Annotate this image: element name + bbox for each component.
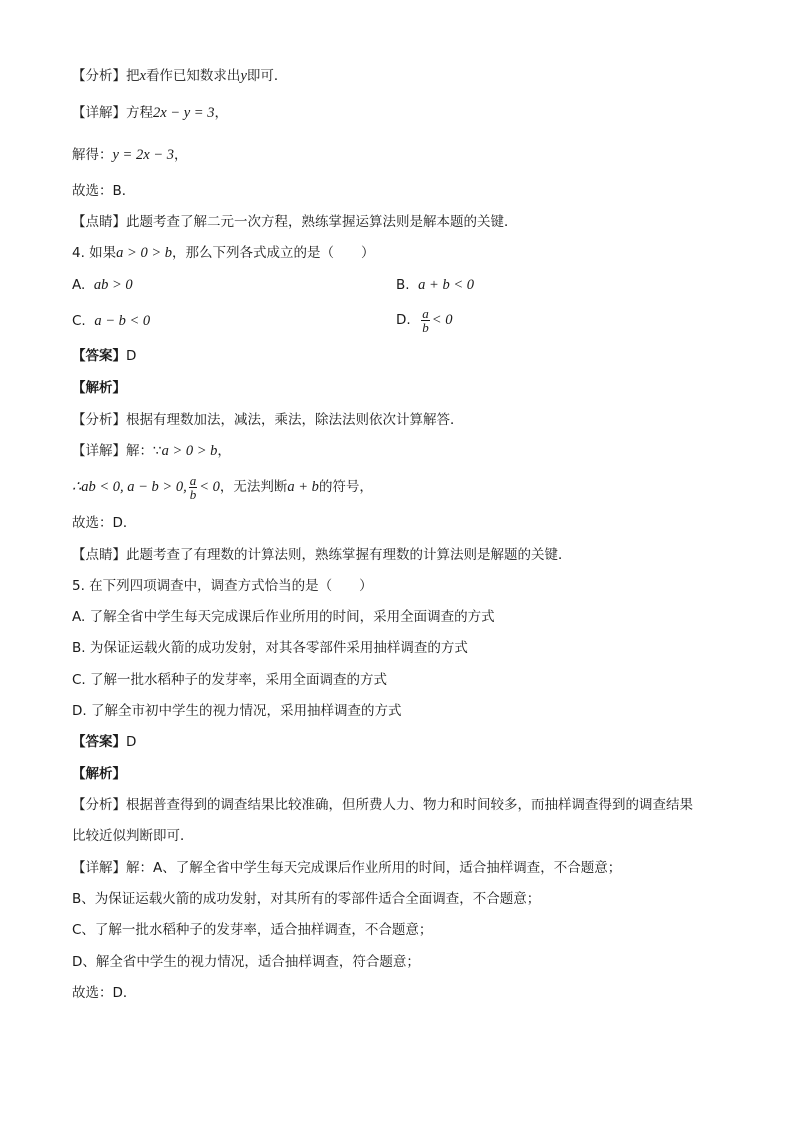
therefore-expression: ∴ab < 0, a − b > 0,	[72, 479, 187, 495]
q4-option-d	[396, 300, 452, 340]
comment-text: 此题考查了解二元一次方程，熟练掌握运算法则是解本题的关键．	[126, 214, 518, 230]
sum-expression: a + b	[287, 479, 319, 495]
condition: a > 0 > b	[161, 443, 218, 459]
numerator: a	[189, 472, 197, 488]
equation: 2x − y = 3	[153, 105, 215, 121]
therefore-expression: < 0	[199, 479, 220, 495]
q3-choose-line: 故选：B．	[72, 183, 136, 199]
q4-option-a	[72, 275, 133, 295]
option-label: B.	[396, 277, 410, 293]
q3-comment-line	[72, 212, 518, 232]
q5-analysis-line-1	[72, 795, 693, 815]
option-label: D.	[396, 312, 411, 328]
detail-tag: 【详解】	[72, 443, 126, 459]
q3-detail-line	[72, 103, 228, 123]
analysis-tag: 【分析】	[72, 68, 126, 84]
q4-option-c	[72, 311, 150, 331]
answer-tag: 【答案】	[72, 348, 126, 364]
answer-value: D	[126, 348, 137, 364]
option-label: A.	[72, 277, 86, 293]
solve-text: 解得：	[72, 147, 113, 163]
q5-detail-a	[72, 858, 621, 878]
analysis-tag: 【分析】	[72, 797, 126, 813]
punctuation: ，	[173, 147, 188, 163]
denominator: b	[422, 319, 429, 335]
stem-text: 4. 如果	[72, 245, 117, 261]
q5-detail-d: D、解全省中学生的视力情况，适合抽样调查，符合题意；	[72, 954, 420, 970]
comment-text: 此题考查了有理数的计算法则，熟练掌握有理数的计算法则是解题的关键．	[126, 547, 572, 563]
q5-answer-line	[72, 732, 136, 752]
comment-tag: 【点睛】	[72, 547, 126, 563]
stem-text: ，那么下列各式成立的是（ ）	[172, 245, 375, 261]
q5-choose-line: 故选：D．	[72, 985, 137, 1001]
q5-option-c: C. 了解一批水稻种子的发芽率，采用全面调查的方式	[72, 672, 388, 688]
q5-detail-c: C、了解一批水稻种子的发芽率，适合抽样调查，不合题意；	[72, 922, 433, 938]
option-expression: ab > 0	[93, 277, 133, 293]
q5-option-d: D. 了解全市初中学生的视力情况，采用抽样调查的方式	[72, 703, 402, 719]
equation: y = 2x − 3	[112, 147, 174, 163]
math-var-y: y	[240, 68, 247, 84]
condition: a > 0 > b	[116, 245, 172, 261]
q4-answer-line	[72, 346, 136, 366]
option-label: C.	[72, 313, 86, 329]
detail-text: 解：∵	[126, 443, 162, 459]
q4-detail-line	[72, 441, 231, 461]
analysis-text: 即可．	[246, 68, 288, 84]
q4-stem	[72, 243, 375, 263]
q5-option-a: A. 了解全省中学生每天完成课后作业所用的时间，采用全面调查的方式	[72, 609, 495, 625]
q5-analysis-line-2: 比较近似判断即可．	[72, 828, 194, 844]
denominator: b	[189, 486, 197, 502]
answer-tag: 【答案】	[72, 734, 126, 750]
q5-detail-b: B、为保证运载火箭的成功发射，对其所有的零部件适合全面调查，不合题意；	[72, 891, 541, 907]
q5-explain-tag: 【解析】	[72, 766, 126, 782]
q4-choose-line: 故选：D．	[72, 515, 137, 531]
therefore-text: 的符号，	[318, 479, 373, 495]
q5-option-b: B. 为保证运载火箭的成功发射，对其各零部件采用抽样调查的方式	[72, 640, 468, 656]
math-var-x: x	[139, 68, 146, 84]
detail-text: 方程	[126, 105, 153, 121]
analysis-text: 根据有理数加法，减法，乘法，除法法则依次计算解答．	[126, 412, 464, 428]
analysis-text: 根据普查得到的调查结果比较准确，但所费人力、物力和时间较多，而抽样调查得到的调查结果	[126, 797, 693, 813]
option-expression: a + b < 0	[418, 277, 474, 293]
q4-explain-tag: 【解析】	[72, 380, 126, 396]
option-expression: a − b < 0	[94, 313, 151, 329]
analysis-tag: 【分析】	[72, 412, 126, 428]
answer-value: D	[126, 734, 137, 750]
punctuation: ，	[214, 105, 228, 121]
fraction	[189, 474, 198, 501]
therefore-text: ，无法判断	[219, 479, 288, 495]
q4-analysis-line	[72, 410, 464, 430]
q5-stem: 5. 在下列四项调查中，调查方式恰当的是（ ）	[72, 578, 373, 594]
punctuation: ，	[217, 443, 231, 459]
q4-therefore-line	[72, 467, 373, 507]
option-expression: < 0	[431, 312, 453, 328]
detail-tag: 【详解】	[72, 105, 126, 121]
comment-tag: 【点睛】	[72, 214, 126, 230]
analysis-text: 把	[126, 68, 140, 84]
detail-tag: 【详解】	[72, 860, 126, 876]
q3-analysis-line	[72, 66, 287, 86]
analysis-text: 看作已知数求出	[145, 68, 241, 84]
q4-option-b	[396, 275, 474, 295]
numerator: a	[422, 305, 429, 321]
fraction	[421, 307, 430, 334]
q4-comment-line	[72, 545, 572, 565]
detail-text: 解：A、了解全省中学生每天完成课后作业所用的时间，适合抽样调查，不合题意；	[126, 860, 622, 876]
q3-solve-line	[72, 145, 187, 165]
